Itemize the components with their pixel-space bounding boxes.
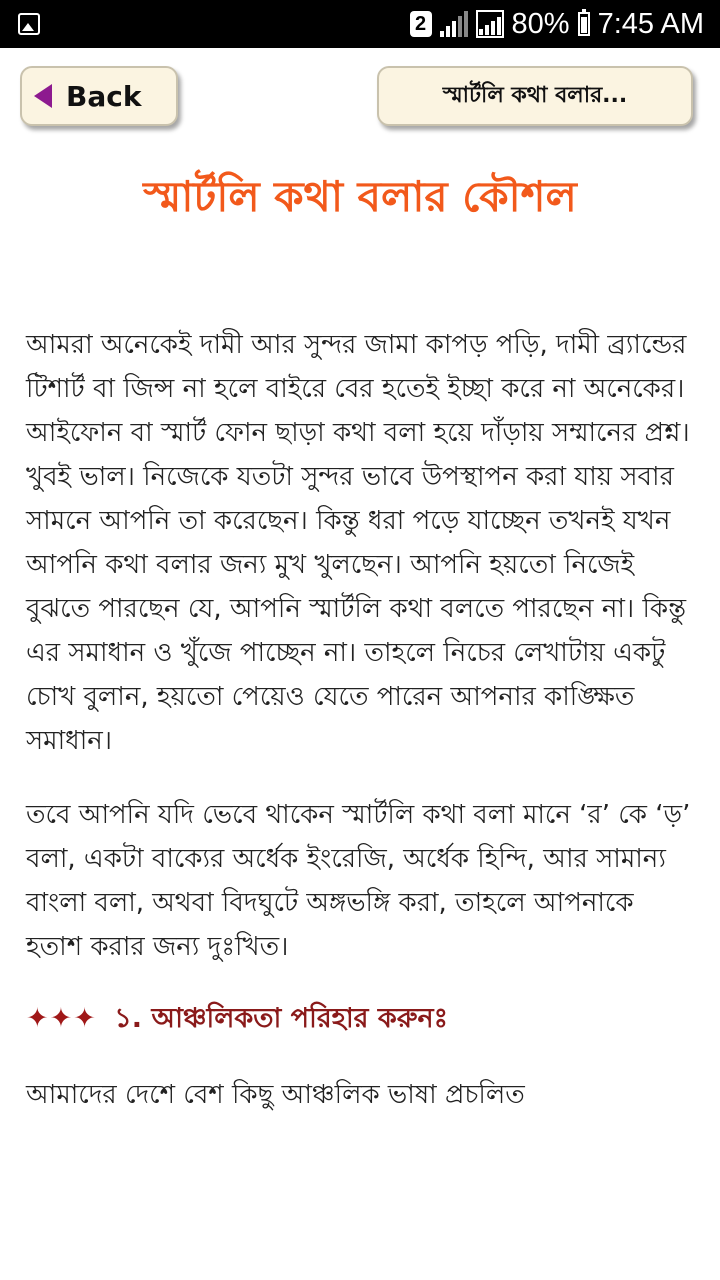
star-icon: ✦✦✦ — [26, 1003, 97, 1034]
signal-icon — [440, 11, 468, 37]
status-left — [18, 13, 40, 35]
signal-icon — [476, 10, 504, 38]
article-body — [26, 323, 696, 1147]
clock: 7:45 AM — [597, 7, 704, 40]
status-right — [410, 8, 704, 41]
paragraph: তবে আপনি যদি ভেবে থাকেন স্মার্টলি কথা বলা মানে ‘র’ কে ‘ড়’ বলা, একটা বাক্যের অর্ধেক ইংরেজি, অর্ধেক হিন্দি, আর সামান্য বাংলা বলা, অথবা বিদঘুটে অঙ্গভঙ্গি করা, তাহলে আপনাকে হতাশ করার জন্য দুঃখিত। — [26, 800, 691, 962]
title-button[interactable] — [377, 66, 693, 126]
title-button-label: স্মার্টলি কথা বলার... — [442, 82, 628, 108]
battery-percent: 80% — [511, 7, 570, 40]
back-button[interactable] — [20, 66, 178, 126]
page-content — [0, 48, 720, 1280]
back-arrow-icon — [34, 84, 52, 108]
section-heading — [26, 999, 696, 1039]
sim-slot-badge: 2 — [410, 11, 432, 37]
battery-icon — [578, 12, 590, 36]
status-bar — [0, 0, 720, 48]
back-label: Back — [66, 79, 142, 113]
paragraph: আমাদের দেশে বেশ কিছু আঞ্চলিক ভাষা প্রচলিত — [26, 1080, 525, 1110]
page-title: স্মার্টলি কথা বলার কৌশল — [143, 172, 577, 221]
paragraph: আমরা অনেকেই দামী আর সুন্দর জামা কাপড় পড়ি, দামী ব্র্যান্ডের টিশার্ট বা জিন্স না হলে বাইরে বের হতেই ইচ্ছা করে না অনেকের। আইফোন বা স্মার্ট ফোন ছাড়া কথা বলা হয়ে দাঁড়ায় সম্মানের প্রশ্ন। খুবই ভাল। নিজেকে যতটা সুন্দর ভাবে উপস্থাপন করা যায় সবার সামনে আপনি তা করেছেন। কিন্তু ধরা পড়ে যাচ্ছেন তখনই যখন আপনি কথা বলার জন্য মুখ খুলছেন। আপনি হয়তো নিজেই বুঝতে পারছেন যে, আপনি স্মার্টলি কথা বলতে পারছেন না। কিন্তু এর সমাধান ও খুঁজে পাচ্ছেন না। তাহলে নিচের লেখাটায় একটু চোখ বুলান, হয়তো পেয়েও যেতে পারেন আপনার কাঙ্ক্ষিত সমাধান। — [26, 330, 690, 756]
gallery-icon — [18, 13, 40, 35]
section-heading-text: ১. আঞ্চলিকতা পরিহার করুনঃ — [114, 1003, 449, 1034]
